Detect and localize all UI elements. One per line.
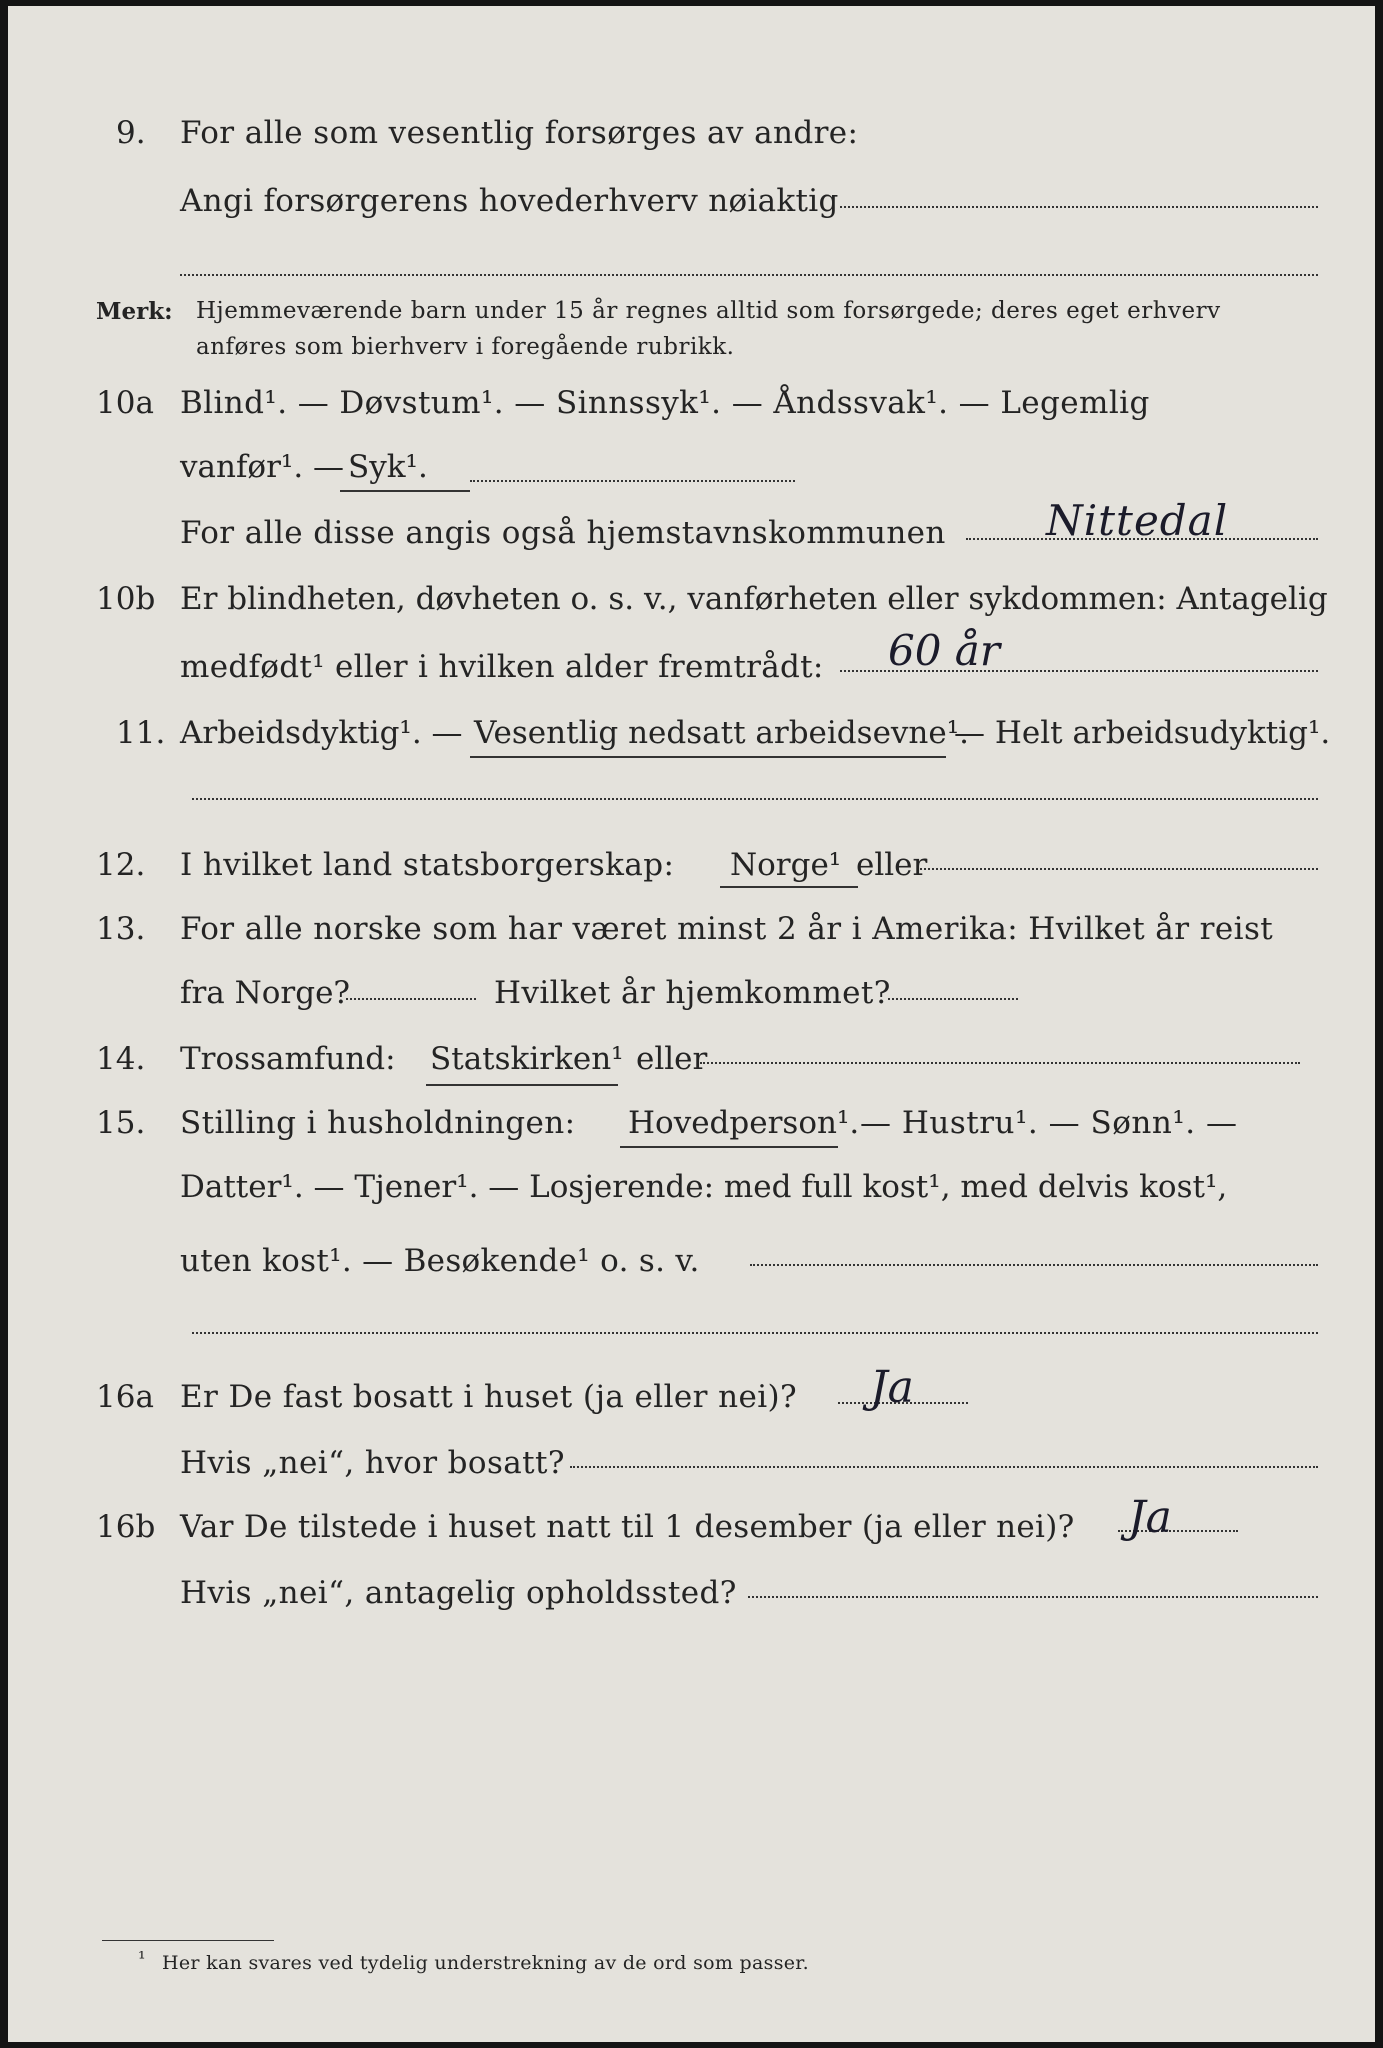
question-11-extra-line[interactable] <box>192 798 1318 800</box>
option-statskirken: Statskirken¹ <box>430 1041 624 1077</box>
alder-fremtradt-answer: 60 år <box>888 626 1000 675</box>
question-14-number: 14. <box>96 1041 146 1077</box>
tilstede-answer: Ja <box>1128 1492 1172 1543</box>
question-13-number: 13. <box>96 911 146 947</box>
question-12-number: 12. <box>96 847 146 883</box>
question-10a-line-2: vanfør¹. — <box>180 449 345 485</box>
question-10b-line-1: Er blindheten, døvheten o. s. v., vanførheten eller sykdommen: Antagelig <box>180 581 1328 617</box>
question-10a-line-3: For alle disse angis også hjemstavnskommunen <box>180 515 946 551</box>
question-9-line-1: For alle som vesentlig forsørges av andre: <box>180 115 859 151</box>
question-10a-line-2-fill[interactable] <box>470 480 795 482</box>
question-16b-line-1: Var De tilstede i huset natt til 1 desember (ja eller nei)? <box>180 1509 1075 1545</box>
option-arbeidsdyktig: Arbeidsdyktig¹. — <box>180 715 463 751</box>
question-10a-line-1: Blind¹. — Døvstum¹. — Sinnssyk¹. — Åndssvak¹. — Legemlig <box>180 385 1150 421</box>
bosatt-line[interactable] <box>570 1466 1318 1468</box>
question-13-reist-label: fra Norge? <box>180 975 351 1011</box>
question-16a-line-1: Er De fast bosatt i huset (ja eller nei)? <box>180 1379 798 1415</box>
husholdning-line[interactable] <box>750 1264 1318 1266</box>
census-form-page <box>8 6 1375 2042</box>
fast-bosatt-answer: Ja <box>870 1362 914 1413</box>
option-norge: Norge¹ <box>730 847 842 883</box>
note-line-2: anføres som bierhverv i foregående rubrikk. <box>196 334 735 360</box>
question-12-text: I hvilket land statsborgerskap: <box>180 847 675 883</box>
question-16b-number: 16b <box>96 1509 156 1545</box>
question-15-line-1: Stilling i husholdningen: <box>180 1105 576 1141</box>
question-9-number: 9. <box>116 115 146 151</box>
question-14-eller: eller <box>636 1041 708 1077</box>
note-line-1: Hjemmeværende barn under 15 år regnes alltid som forsørgede; deres eget erhverv <box>196 298 1221 324</box>
question-10b-line-2: medfødt¹ eller i hvilken alder fremtrådt: <box>180 649 824 685</box>
question-10b-number: 10b <box>96 581 156 617</box>
question-15-line-1-rest: — Hustru¹. — Sønn¹. — <box>860 1105 1238 1141</box>
question-9-extra-line[interactable] <box>180 274 1318 276</box>
statsborgerskap-line[interactable] <box>920 868 1318 870</box>
question-9-line-2: Angi forsørgerens hovederhverv nøiaktig <box>180 183 839 219</box>
norge-underline <box>720 886 858 888</box>
footnote-rule <box>102 1940 274 1941</box>
syk-underline <box>340 490 470 492</box>
question-9-answer-line[interactable] <box>840 206 1318 208</box>
question-15-extra-line[interactable] <box>192 1332 1318 1334</box>
hovedperson-underline <box>620 1146 838 1148</box>
question-15-line-3: uten kost¹. — Besøkende¹ o. s. v. <box>180 1243 700 1279</box>
statskirken-underline <box>426 1084 618 1086</box>
question-16a-number: 16a <box>96 1379 154 1415</box>
question-15-line-2: Datter¹. — Tjener¹. — Losjerende: med full kost¹, med delvis kost¹, <box>180 1169 1228 1205</box>
hjemstavnskommune-answer: Nittedal <box>1046 496 1229 545</box>
trossamfund-line[interactable] <box>700 1062 1300 1064</box>
note-label: Merk: <box>96 298 173 325</box>
question-13-line-1: For alle norske som har været minst 2 år i Amerika: Hvilket år reist <box>180 911 1274 947</box>
opholdssted-line[interactable] <box>748 1596 1318 1598</box>
question-13-hjemkommet-label: Hvilket år hjemkommet? <box>494 975 891 1011</box>
question-11-number: 11. <box>116 715 166 751</box>
option-vesentlig-nedsatt: Vesentlig nedsatt arbeidsevne¹. <box>474 715 970 751</box>
question-15-number: 15. <box>96 1105 146 1141</box>
question-14-text: Trossamfund: <box>180 1041 396 1077</box>
question-10a-number: 10a <box>96 385 154 421</box>
option-syk: Syk¹. <box>348 449 428 485</box>
hjemkommet-year-line[interactable] <box>888 998 1018 1000</box>
footnote-text: Her kan svares ved tydelig understrekning av de ord som passer. <box>162 1952 809 1974</box>
reist-year-line[interactable] <box>346 998 476 1000</box>
vesentlig-nedsatt-underline <box>470 756 946 758</box>
footnote-mark: ¹ <box>138 1948 146 1970</box>
option-hovedperson: Hovedperson¹. <box>628 1105 860 1141</box>
question-16b-line-2: Hvis „nei“, antagelig opholdssted? <box>180 1575 737 1611</box>
question-16a-line-2: Hvis „nei“, hvor bosatt? <box>180 1445 565 1481</box>
option-helt-arbeidsudyktig: — Helt arbeidsudyktig¹. <box>954 715 1331 751</box>
question-12-eller: eller <box>856 847 928 883</box>
